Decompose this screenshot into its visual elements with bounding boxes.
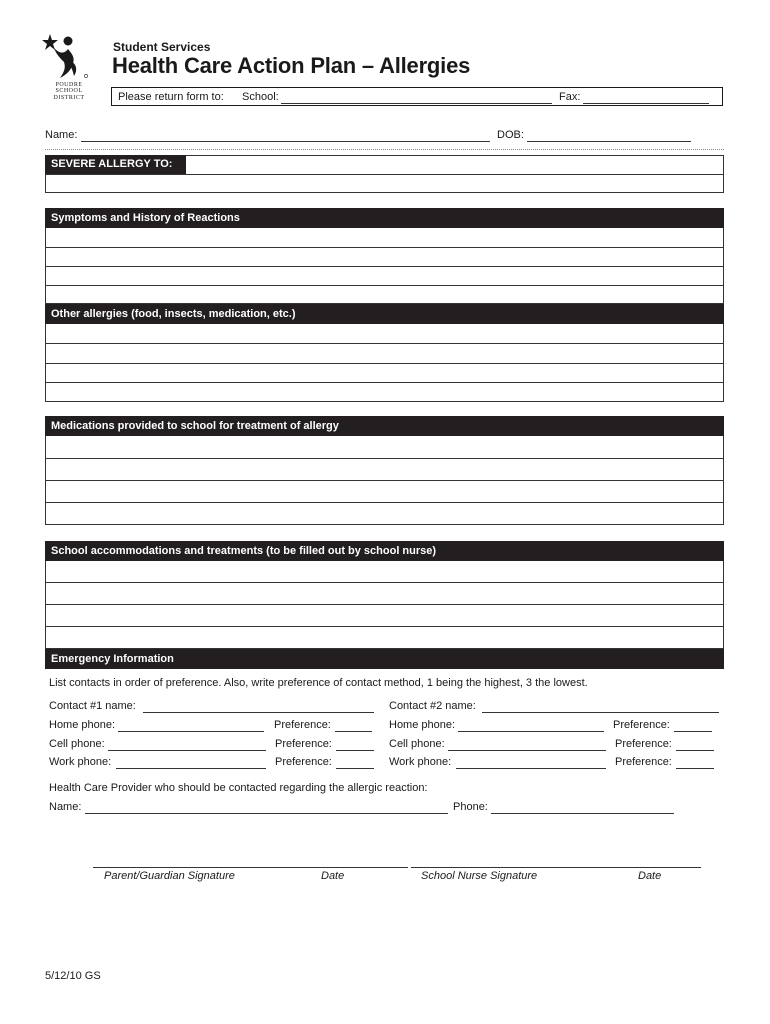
emergency-instructions: List contacts in order of preference. Also, write preference of contact method, 1 being the highest, 3 the lowest. bbox=[49, 677, 588, 689]
text-line[interactable] bbox=[46, 502, 723, 524]
contact1-work-label: Work phone: bbox=[49, 756, 112, 768]
contact2-label: Contact #2 name: bbox=[389, 700, 476, 712]
accommodations-lines[interactable] bbox=[45, 561, 724, 649]
text-line[interactable] bbox=[46, 247, 723, 266]
contact1-work-pref-field[interactable] bbox=[336, 768, 374, 769]
severe-allergy-divider bbox=[45, 174, 724, 175]
text-line[interactable] bbox=[46, 458, 723, 480]
contact2-home-field[interactable] bbox=[458, 731, 604, 732]
contact2-home-pref-field[interactable] bbox=[674, 731, 712, 732]
nurse-signature-label: School Nurse Signature bbox=[421, 870, 538, 882]
text-line[interactable] bbox=[46, 228, 723, 247]
contact2-name-field[interactable] bbox=[482, 712, 719, 713]
text-line[interactable] bbox=[46, 436, 723, 458]
parent-signature-line[interactable] bbox=[93, 867, 408, 868]
severe-allergy-header: SEVERE ALLERGY TO: bbox=[45, 155, 186, 174]
school-field[interactable] bbox=[281, 103, 552, 104]
emergency-header: Emergency Information bbox=[45, 649, 724, 669]
contact2-work-pref-field[interactable] bbox=[676, 768, 714, 769]
contact2-cell-pref-field[interactable] bbox=[676, 750, 714, 751]
nurse-date-label: Date bbox=[638, 870, 662, 882]
star-figure-icon bbox=[42, 32, 90, 82]
provider-phone-label: Phone: bbox=[453, 801, 488, 813]
contact1-name-field[interactable] bbox=[143, 712, 374, 713]
provider-phone-field[interactable] bbox=[491, 813, 674, 814]
severe-allergy-field[interactable] bbox=[186, 155, 724, 174]
text-line[interactable] bbox=[46, 363, 723, 382]
parent-date-label: Date bbox=[321, 870, 345, 882]
fax-label: Fax: bbox=[559, 91, 581, 103]
medications-header: Medications provided to school for treatment of allergy bbox=[45, 416, 724, 436]
contact2-cell-field[interactable] bbox=[448, 750, 606, 751]
contact1-cell-pref-label: Preference: bbox=[275, 738, 332, 750]
dob-field[interactable] bbox=[527, 141, 691, 142]
contact2-cell-label: Cell phone: bbox=[389, 738, 445, 750]
department-label: Student Services bbox=[113, 40, 211, 54]
contact1-home-label: Home phone: bbox=[49, 719, 116, 731]
contact1-cell-field[interactable] bbox=[108, 750, 266, 751]
nurse-signature-line[interactable] bbox=[411, 867, 701, 868]
text-line[interactable] bbox=[46, 285, 723, 303]
text-line[interactable] bbox=[46, 626, 723, 648]
dob-label: DOB: bbox=[497, 129, 524, 141]
contact2-home-pref-label: Preference: bbox=[613, 719, 670, 731]
page-title: Health Care Action Plan – Allergies bbox=[112, 53, 471, 78]
student-name-field[interactable] bbox=[81, 141, 490, 142]
text-line[interactable] bbox=[46, 382, 723, 401]
version-footer: 5/12/10 GS bbox=[45, 970, 101, 982]
other-allergies-header: Other allergies (food, insects, medication, etc.) bbox=[45, 304, 724, 324]
district-logo bbox=[42, 32, 90, 106]
contact1-work-field[interactable] bbox=[116, 768, 266, 769]
provider-name-label: Name: bbox=[49, 801, 82, 813]
contact2-work-label: Work phone: bbox=[389, 756, 452, 768]
provider-name-field[interactable] bbox=[85, 813, 448, 814]
contact1-cell-pref-field[interactable] bbox=[336, 750, 374, 751]
contact1-home-pref-field[interactable] bbox=[335, 731, 372, 732]
other-allergies-lines[interactable] bbox=[45, 324, 724, 402]
text-line[interactable] bbox=[46, 343, 723, 363]
medications-lines[interactable] bbox=[45, 436, 724, 525]
fax-field[interactable] bbox=[583, 103, 709, 104]
contact2-work-field[interactable] bbox=[456, 768, 606, 769]
accommodations-header: School accommodations and treatments (to be filled out by school nurse) bbox=[45, 541, 724, 561]
provider-prompt: Health Care Provider who should be contacted regarding the allergic reaction: bbox=[49, 782, 428, 794]
contact2-home-label: Home phone: bbox=[389, 719, 456, 731]
contact1-cell-label: Cell phone: bbox=[49, 738, 105, 750]
contact2-work-pref-label: Preference: bbox=[615, 756, 672, 768]
contact1-label: Contact #1 name: bbox=[49, 700, 136, 712]
text-line[interactable] bbox=[46, 324, 723, 343]
text-line[interactable] bbox=[46, 266, 723, 285]
symptoms-header: Symptoms and History of Reactions bbox=[45, 208, 724, 228]
contact1-home-pref-label: Preference: bbox=[274, 719, 331, 731]
school-label: School: bbox=[242, 91, 279, 103]
text-line[interactable] bbox=[46, 480, 723, 502]
text-line[interactable] bbox=[46, 604, 723, 626]
text-line[interactable] bbox=[46, 561, 723, 582]
contact1-home-field[interactable] bbox=[118, 731, 264, 732]
logo-wordmark: POUDRE SCHOOL DISTRICT bbox=[53, 82, 85, 101]
name-label: Name: bbox=[45, 129, 78, 141]
divider bbox=[45, 149, 724, 150]
contact2-cell-pref-label: Preference: bbox=[615, 738, 672, 750]
return-label: Please return form to: bbox=[118, 91, 224, 103]
contact1-work-pref-label: Preference: bbox=[275, 756, 332, 768]
symptoms-lines[interactable] bbox=[45, 228, 724, 304]
parent-signature-label: Parent/Guardian Signature bbox=[104, 870, 235, 882]
text-line[interactable] bbox=[46, 582, 723, 604]
